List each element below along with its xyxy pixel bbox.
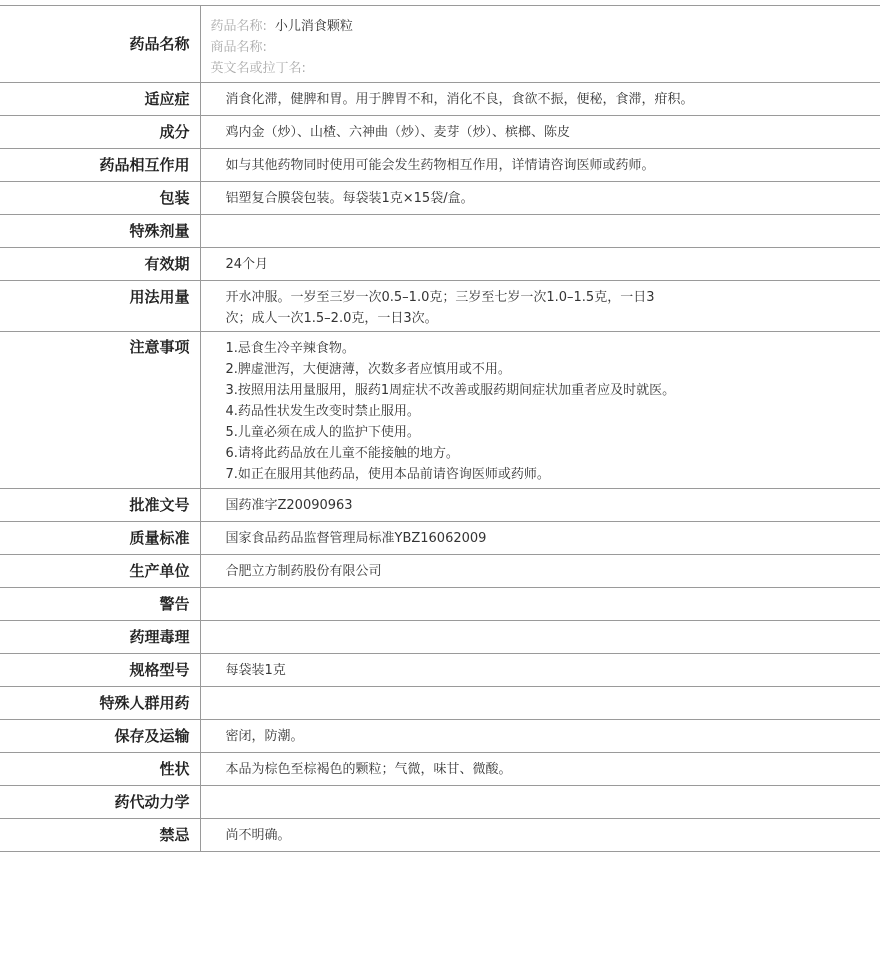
- value-approval: 国药准字Z20090963: [200, 489, 880, 522]
- label-packaging: 包装: [0, 182, 200, 215]
- row-precautions: [0, 332, 880, 489]
- drug-spec-table: [0, 5, 880, 852]
- precaution-item: 4.药品性状发生改变时禁止服用。: [225, 404, 420, 419]
- row-packaging: [0, 182, 880, 215]
- precaution-item: 2.脾虚泄泻，大便溏薄，次数多者应慎用或不用。: [225, 362, 511, 377]
- label-ingredients: 成分: [0, 116, 200, 149]
- value-ingredients: 鸡内金（炒）、山楂、六神曲（炒）、麦芽（炒）、槟榔、陈皮: [200, 116, 880, 149]
- label-precautions: 注意事项: [0, 332, 200, 489]
- row-pharmacokinetics: [0, 786, 880, 819]
- row-storage: [0, 720, 880, 753]
- row-interactions: [0, 149, 880, 182]
- row-toxicology: [0, 621, 880, 654]
- row-appearance: [0, 753, 880, 786]
- label-approval: 批准文号: [0, 489, 200, 522]
- value-interactions: 如与其他药物同时使用可能会发生药物相互作用，详情请咨询医师或药师。: [200, 149, 880, 182]
- value-precautions: [200, 332, 880, 489]
- label-contraindications: 禁忌: [0, 819, 200, 852]
- label-expiry: 有效期: [0, 248, 200, 281]
- value-contraindications: 尚不明确。: [200, 819, 880, 852]
- value-indications: 消食化滞，健脾和胃。用于脾胃不和，消化不良，食欲不振，便秘，食滞，疳积。: [200, 83, 880, 116]
- row-indications: [0, 83, 880, 116]
- precaution-item: 1.忌食生冷辛辣食物。: [225, 341, 355, 356]
- usage-line-2: 次；成人一次1.5–2.0克，一日3次。: [225, 311, 438, 326]
- label-storage: 保存及运输: [0, 720, 200, 753]
- label-standard: 质量标准: [0, 522, 200, 555]
- value-special-dose: [200, 215, 880, 248]
- value-toxicology: [200, 621, 880, 654]
- value-pharmacokinetics: [200, 786, 880, 819]
- row-standard: [0, 522, 880, 555]
- row-warning: [0, 588, 880, 621]
- english-name-key: 英文名或拉丁名:: [210, 61, 306, 76]
- english-name-line: [211, 58, 861, 79]
- label-drug-name: 药品名称: [0, 6, 200, 83]
- row-special-groups: [0, 687, 880, 720]
- label-indications: 适应症: [0, 83, 200, 116]
- label-warning: 警告: [0, 588, 200, 621]
- precaution-item: 3.按照用法用量服用，服药1周症状不改善或服药期间症状加重者应及时就医。: [225, 383, 676, 398]
- row-spec: [0, 654, 880, 687]
- row-ingredients: [0, 116, 880, 149]
- value-spec: 每袋装1克: [200, 654, 880, 687]
- label-pharmacokinetics: 药代动力学: [0, 786, 200, 819]
- value-warning: [200, 588, 880, 621]
- label-special-groups: 特殊人群用药: [0, 687, 200, 720]
- value-drug-name: [200, 6, 880, 83]
- usage-line-1: 开水冲服。一岁至三岁一次0.5–1.0克；三岁至七岁一次1.0–1.5克，一日3: [225, 290, 655, 305]
- generic-name-key: 药品名称:: [210, 19, 267, 34]
- value-expiry: 24个月: [200, 248, 880, 281]
- row-contraindications: [0, 819, 880, 852]
- value-standard: 国家食品药品监督管理局标准YBZ16062009: [200, 522, 880, 555]
- row-expiry: [0, 248, 880, 281]
- value-usage: [200, 281, 880, 332]
- label-toxicology: 药理毒理: [0, 621, 200, 654]
- label-manufacturer: 生产单位: [0, 555, 200, 588]
- label-special-dose: 特殊剂量: [0, 215, 200, 248]
- value-appearance: 本品为棕色至棕褐色的颗粒；气微，味甘、微酸。: [200, 753, 880, 786]
- brand-name-key: 商品名称:: [210, 40, 267, 55]
- value-special-groups: [200, 687, 880, 720]
- brand-name-line: [211, 37, 861, 58]
- row-manufacturer: [0, 555, 880, 588]
- label-interactions: 药品相互作用: [0, 149, 200, 182]
- row-drug-name: [0, 6, 880, 83]
- precaution-item: 7.如正在服用其他药品，使用本品前请咨询医师或药师。: [225, 467, 550, 482]
- precaution-item: 5.儿童必须在成人的监护下使用。: [225, 425, 420, 440]
- value-packaging: 铝塑复合膜袋包装。每袋装1克×15袋/盒。: [200, 182, 880, 215]
- row-usage: [0, 281, 880, 332]
- row-approval: [0, 489, 880, 522]
- value-manufacturer: 合肥立方制药股份有限公司: [200, 555, 880, 588]
- label-spec: 规格型号: [0, 654, 200, 687]
- precaution-item: 6.请将此药品放在儿童不能接触的地方。: [225, 446, 459, 461]
- label-usage: 用法用量: [0, 281, 200, 332]
- label-appearance: 性状: [0, 753, 200, 786]
- generic-name-line: [211, 16, 861, 37]
- row-special-dose: [0, 215, 880, 248]
- generic-name-value: 小儿消食颗粒: [274, 19, 353, 34]
- value-storage: 密闭，防潮。: [200, 720, 880, 753]
